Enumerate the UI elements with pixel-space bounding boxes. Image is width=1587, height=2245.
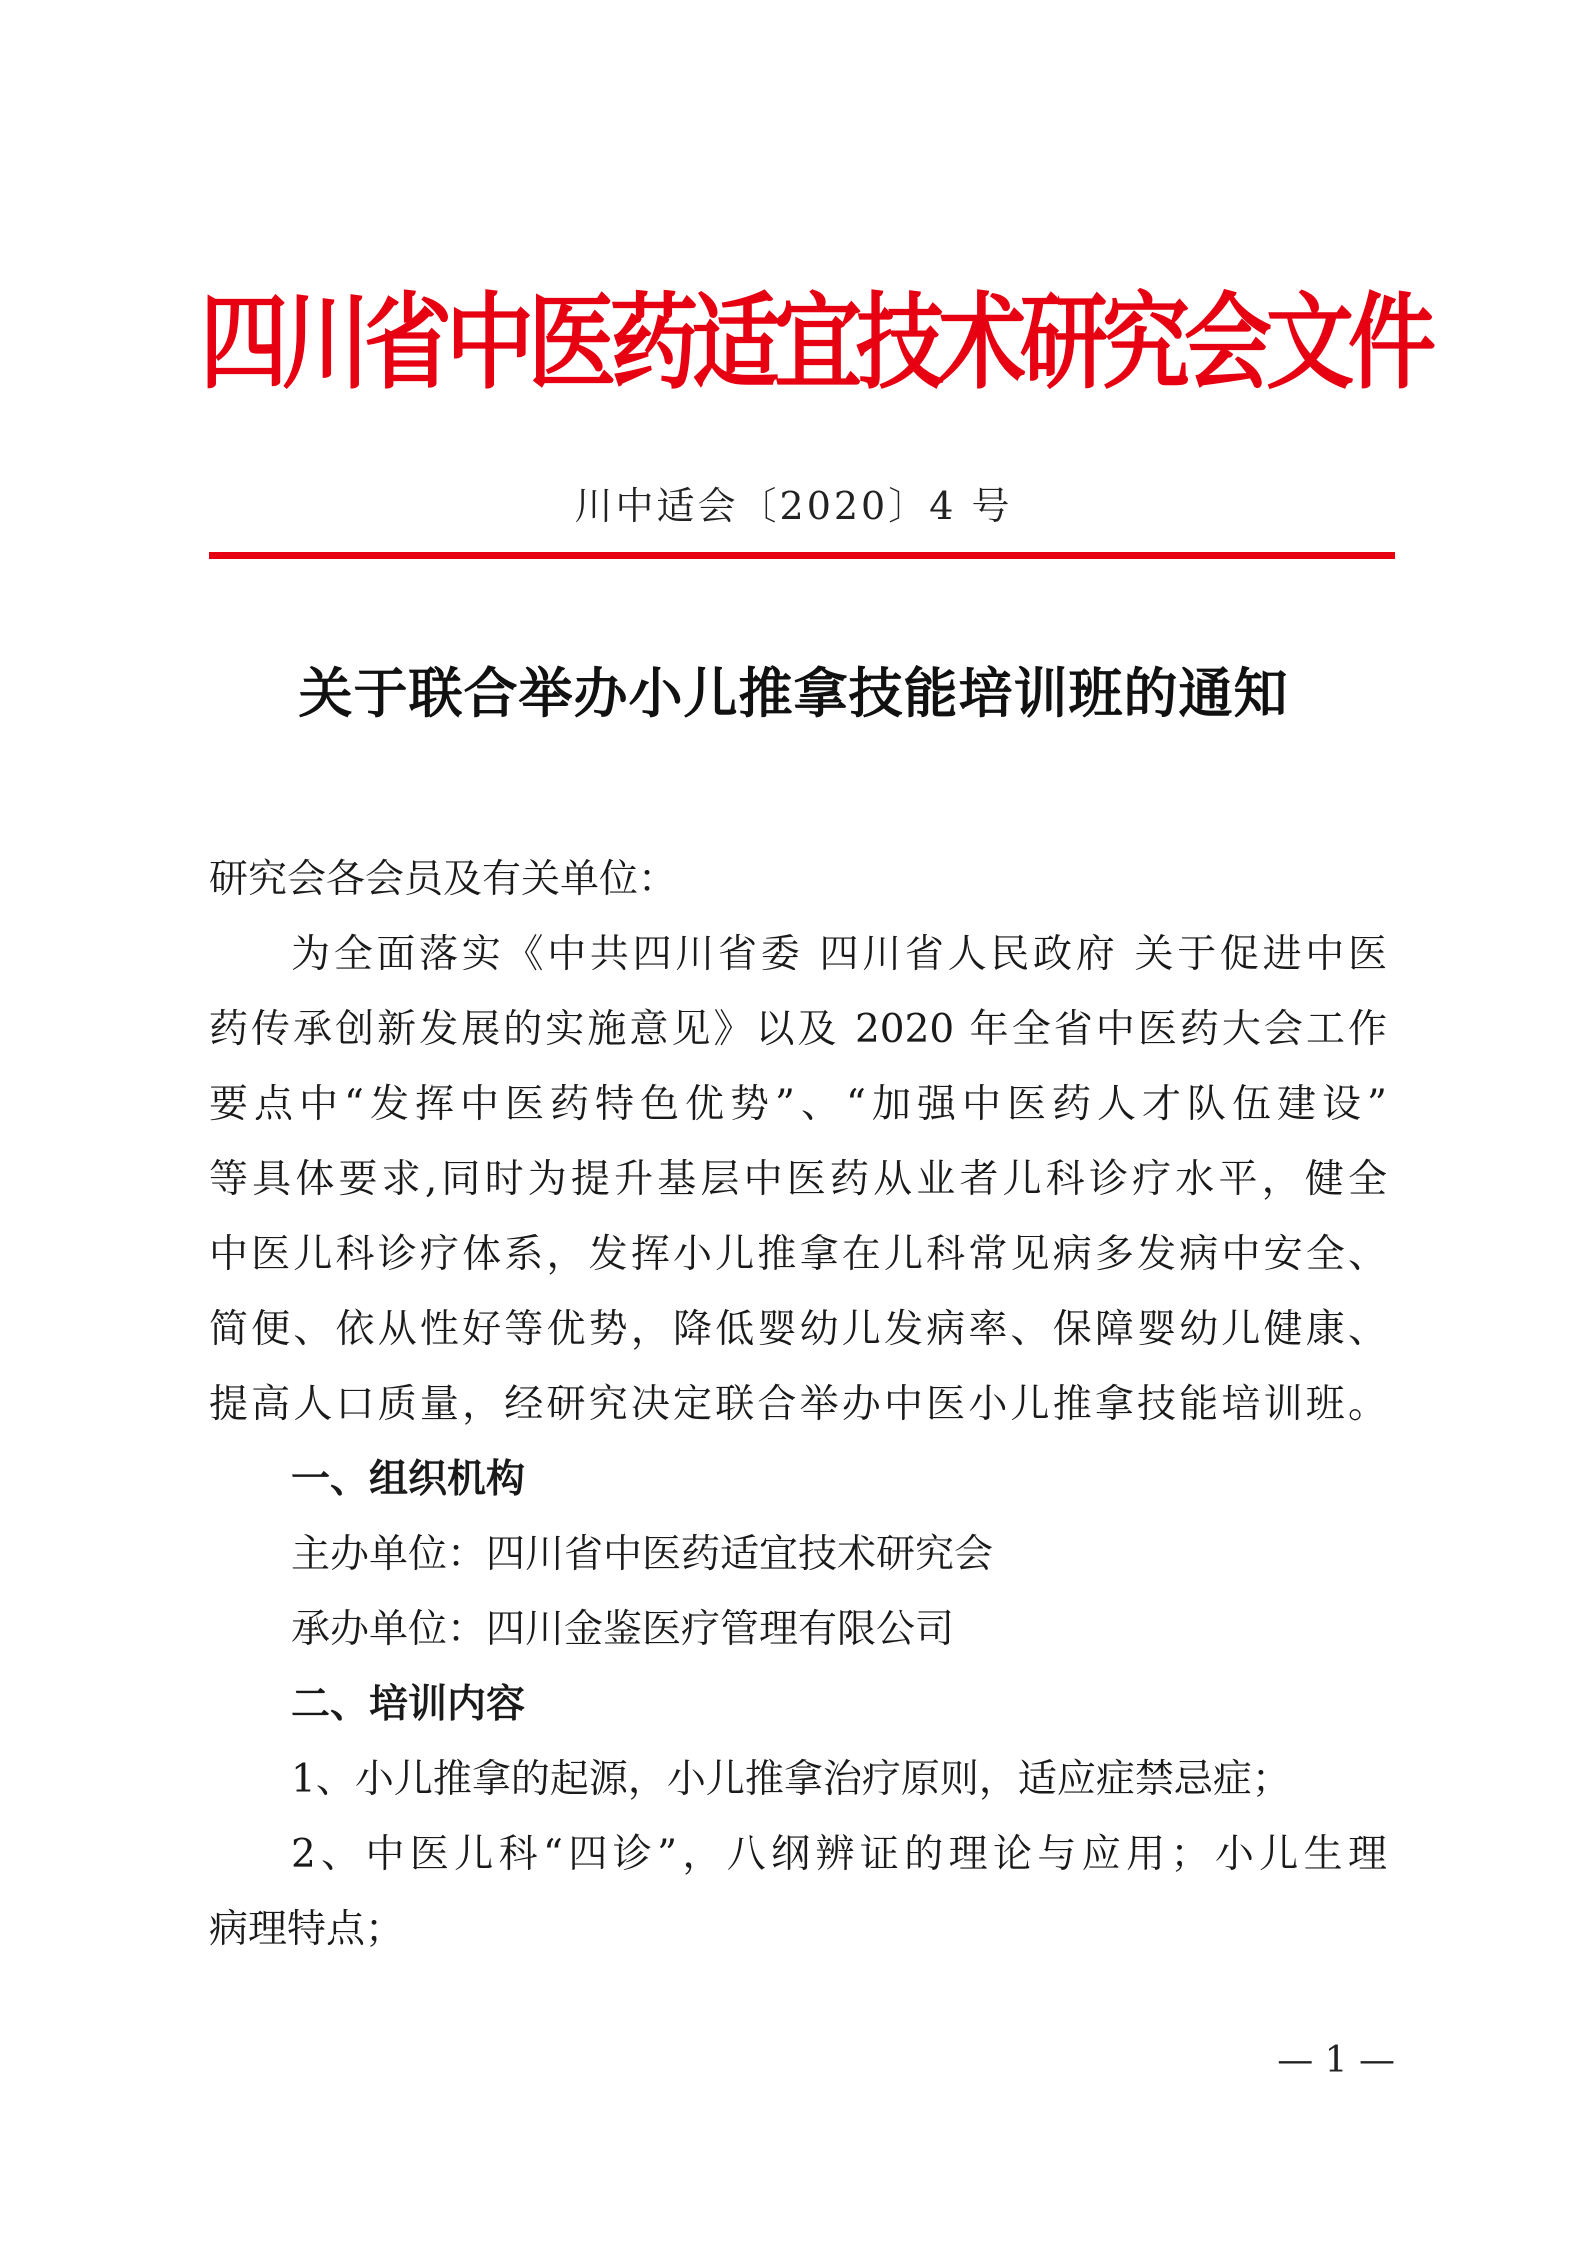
page-number: — 1 — [1277, 2040, 1395, 2081]
intro-line: 为全面落实《中共四川省委 四川省人民政府 关于促进中医 [291, 932, 1387, 977]
intro-line: 要点中“发挥中医药特色优势”、“加强中医药人才队伍建设” [209, 1082, 1387, 1127]
training-item-continuation: 病理特点； [209, 1907, 405, 1952]
training-item: 1、小儿推拿的起源，小儿推拿治疗原则，适应症禁忌症； [291, 1757, 1291, 1802]
document-number: 川中适会〔2020〕4 号 [574, 484, 1013, 528]
salutation: 研究会各会员及有关单位： [209, 857, 678, 902]
red-divider-line [209, 552, 1395, 559]
intro-line: 简便、依从性好等优势，降低婴幼儿发病率、保障婴幼儿健康、 [209, 1307, 1387, 1352]
host-unit: 主办单位：四川省中医药适宜技术研究会 [291, 1532, 994, 1577]
intro-line: 药传承创新发展的实施意见》以及 2020 年全省中医药大会工作 [209, 1007, 1387, 1052]
intro-line: 中医儿科诊疗体系，发挥小儿推拿在儿科常见病多发病中安全、 [209, 1232, 1387, 1277]
notice-title: 关于联合举办小儿推拿技能培训班的通知 [298, 661, 1289, 725]
section-heading-training-content: 二、培训内容 [291, 1682, 526, 1727]
organizer-unit: 承办单位：四川金鉴医疗管理有限公司 [291, 1607, 955, 1652]
intro-line: 提高人口质量，经研究决定联合举办中医小儿推拿技能培训班。 [209, 1382, 1387, 1427]
section-heading-organization: 一、组织机构 [291, 1457, 526, 1502]
org-title: 四川省中医药适宜技术研究会文件 [200, 281, 1431, 404]
training-item: 2、中医儿科“四诊”，八纲辨证的理论与应用；小儿生理 [291, 1832, 1387, 1877]
intro-line: 等具体要求,同时为提升基层中医药从业者儿科诊疗水平，健全 [209, 1157, 1387, 1202]
